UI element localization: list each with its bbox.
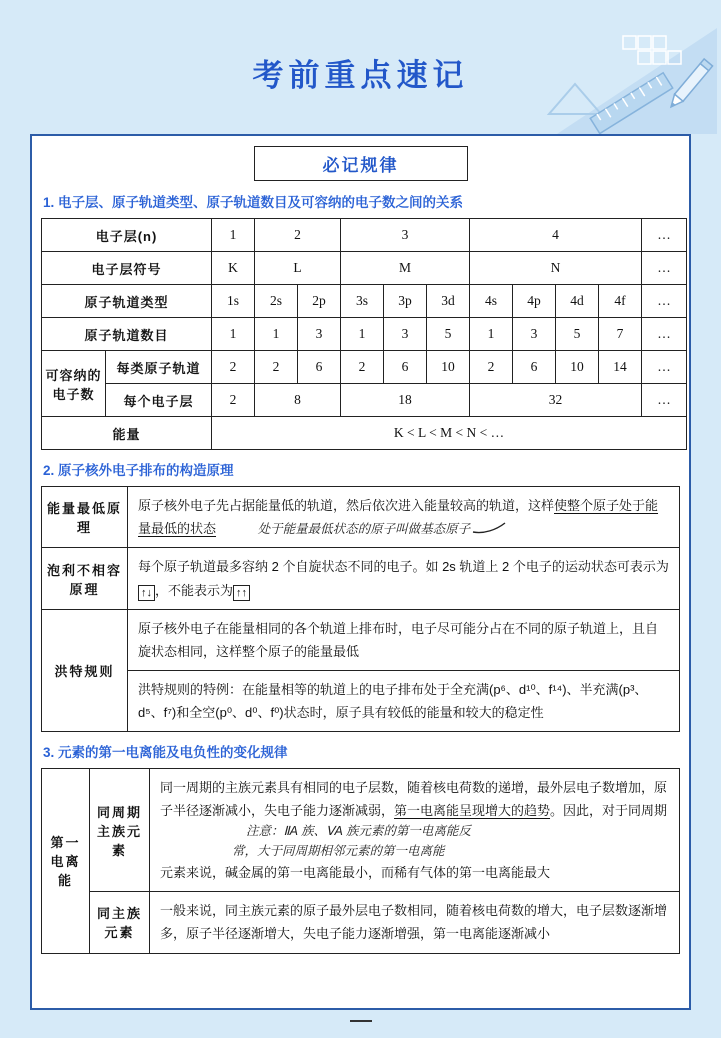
same-group-text-cell: 一般来说，同主族元素的原子最外层电子数相同，随着核电荷数的增大，电子层数逐渐增多，原子半径逐渐增大，失电子能力逐渐增强，第一电离能逐渐减小 (150, 892, 680, 953)
table-cell: … (642, 351, 687, 384)
rule-text-underlined: 使整个原子处于能量最低的状态 (138, 498, 659, 537)
table-row (42, 351, 687, 384)
table-cell: 1 (212, 219, 255, 252)
body-text: 元素来说，碱金属的第一电离能最小，而稀有气体的第一电离能最大 (160, 865, 551, 881)
same-period-text-cell (150, 769, 680, 892)
decoration-graphic (517, 22, 717, 134)
table-cell: 4p (513, 285, 556, 318)
table-cell: 3 (298, 318, 341, 351)
table-cell: 10 (427, 351, 470, 384)
table-cell: 2p (298, 285, 341, 318)
table-cell: 2 (255, 219, 341, 252)
box-title: 必记规律 (254, 146, 468, 181)
electron-shell-table (41, 218, 687, 450)
table-cell: … (642, 285, 687, 318)
table-cell: 3p (384, 285, 427, 318)
table-cell: 6 (298, 351, 341, 384)
row-label-symbol: 电子层符号 (42, 252, 212, 285)
table-cell: 2 (212, 351, 255, 384)
pauli-text-cell (128, 548, 680, 609)
table-cell: 8 (255, 384, 341, 417)
table-cell: 1s (212, 285, 255, 318)
table-cell: 4 (470, 219, 642, 252)
table-row (42, 609, 680, 670)
table-cell: N (470, 252, 642, 285)
table-row (42, 892, 680, 953)
page-title: 考前重点速记 (252, 58, 469, 93)
lowest-energy-text-cell (128, 487, 680, 548)
table-row (42, 548, 680, 609)
table-row (42, 318, 687, 351)
row-label-hund: 洪特规则 (42, 609, 128, 732)
table-cell: 3d (427, 285, 470, 318)
handwritten-note-line1: 注意：ⅡA 族、ⅤA 族元素的第一电离能反 (246, 824, 471, 839)
table-cell: … (642, 219, 687, 252)
row-label-first-ionization: 第一电离能 (42, 769, 90, 953)
triangle-outline-decoration (549, 84, 601, 114)
row-label-orbital-count: 原子轨道数目 (42, 318, 212, 351)
table-row (42, 769, 680, 892)
table-row (42, 417, 687, 450)
table-cell: 2 (470, 351, 513, 384)
row-label-per-shell: 每个电子层 (106, 384, 212, 417)
row-label-pauli: 泡利不相容原理 (42, 548, 128, 609)
table-cell: 3 (341, 219, 470, 252)
page-number-dash (350, 1020, 372, 1022)
table-cell: 2s (255, 285, 298, 318)
row-label-per-orbital: 每类原子轨道 (106, 351, 212, 384)
table-cell: 2 (341, 351, 384, 384)
table-cell: 6 (513, 351, 556, 384)
handwritten-note-line2: 常，大于同周期相邻元素的第一电离能 (232, 843, 445, 858)
hund-exception-text-cell: 洪特规则的特例：在能量相等的轨道上的电子排布处于全充满(p⁶、d¹⁰、f¹⁴)、半充满(p³、d⁵、f⁷)和全空(p⁰、d⁰、f⁰)状态时，原子具有较低的能量和较大的稳定性 (128, 670, 680, 731)
table-cell: 1 (341, 318, 384, 351)
body-text (160, 776, 669, 822)
table-cell: L (255, 252, 341, 285)
table-cell: 3 (513, 318, 556, 351)
handwritten-note: 处于能量最低状态的原子叫做基态原子 (257, 522, 471, 537)
table-row (42, 252, 687, 285)
row-label-capacity-group: 可容纳的电子数 (42, 351, 106, 417)
aufbau-principle-table (41, 486, 680, 732)
rule-text: ，不能表示为 (155, 582, 234, 598)
row-label-orbital-type: 原子轨道类型 (42, 285, 212, 318)
table-cell: 3s (341, 285, 384, 318)
content-box (30, 134, 691, 1010)
pen-swoosh-icon (472, 521, 506, 535)
table-cell: 1 (470, 318, 513, 351)
table-cell: 2 (212, 384, 255, 417)
table-row (42, 384, 687, 417)
section1-heading: 1. 电子层、原子轨道类型、原子轨道数目及可容纳的电子数之间的关系 (43, 195, 464, 210)
hund-rule-text-cell: 原子核外电子在能量相同的各个轨道上排布时，电子尽可能分占在不同的原子轨道上，且自旋状态相同，这样整个原子的能量最低 (128, 609, 680, 670)
table-cell: … (642, 318, 687, 351)
table-cell: 4s (470, 285, 513, 318)
section3-heading: 3. 元素的第一电离能及电负性的变化规律 (43, 745, 288, 761)
table-cell: 18 (341, 384, 470, 417)
table-cell: … (642, 384, 687, 417)
table-cell: K (212, 252, 255, 285)
row-label-same-period: 同周期主族元素 (90, 769, 150, 892)
spin-pair-box: ↑↓ (138, 585, 155, 601)
row-label-shell: 电子层(n) (42, 219, 212, 252)
table-cell: … (642, 252, 687, 285)
table-cell: 4d (556, 285, 599, 318)
table-cell: M (341, 252, 470, 285)
body-text-part: 同一周期的主族元素具有相同的电子层数，随着核电荷数的递增，最外层电子数增加，原子半径逐渐减小，失电子能力逐渐减弱， (160, 780, 668, 819)
table-row (42, 219, 687, 252)
rule-text: 原子核外电子先占据能量低的轨道，然后依次进入能量较高的轨道，这样 (138, 498, 555, 513)
table-cell: 1 (255, 318, 298, 351)
table-cell: 7 (599, 318, 642, 351)
ionization-energy-table (41, 768, 680, 953)
table-cell: 14 (599, 351, 642, 384)
body-text-underlined: 第一电离能呈现增大的趋势 (394, 803, 551, 819)
page-header (0, 0, 721, 134)
table-cell: 5 (556, 318, 599, 351)
row-label-lowest-energy: 能量最低原理 (42, 487, 128, 548)
table-cell: 6 (384, 351, 427, 384)
row-label-energy: 能量 (42, 417, 212, 450)
table-row (42, 487, 680, 548)
section2-heading: 2. 原子核外电子排布的构造原理 (43, 463, 234, 478)
rule-text: 每个原子轨道最多容纳 2 个自旋状态不同的电子。如 2s 轨道上 2 个电子的运动状态可表示为 (138, 559, 669, 575)
table-row (42, 285, 687, 318)
table-cell: 3 (384, 318, 427, 351)
body-text-part: 。因此，对于同周期 (550, 803, 668, 819)
header-decoration (517, 22, 717, 139)
table-cell: 4f (599, 285, 642, 318)
row-label-same-group: 同主族元素 (90, 892, 150, 953)
table-cell: 5 (427, 318, 470, 351)
table-cell: 32 (470, 384, 642, 417)
table-cell: 2 (255, 351, 298, 384)
table-cell: 10 (556, 351, 599, 384)
spin-parallel-box: ↑↑ (233, 585, 250, 601)
table-row (42, 670, 680, 731)
energy-order-cell: K < L < M < N < … (212, 417, 687, 450)
table-cell: 1 (212, 318, 255, 351)
